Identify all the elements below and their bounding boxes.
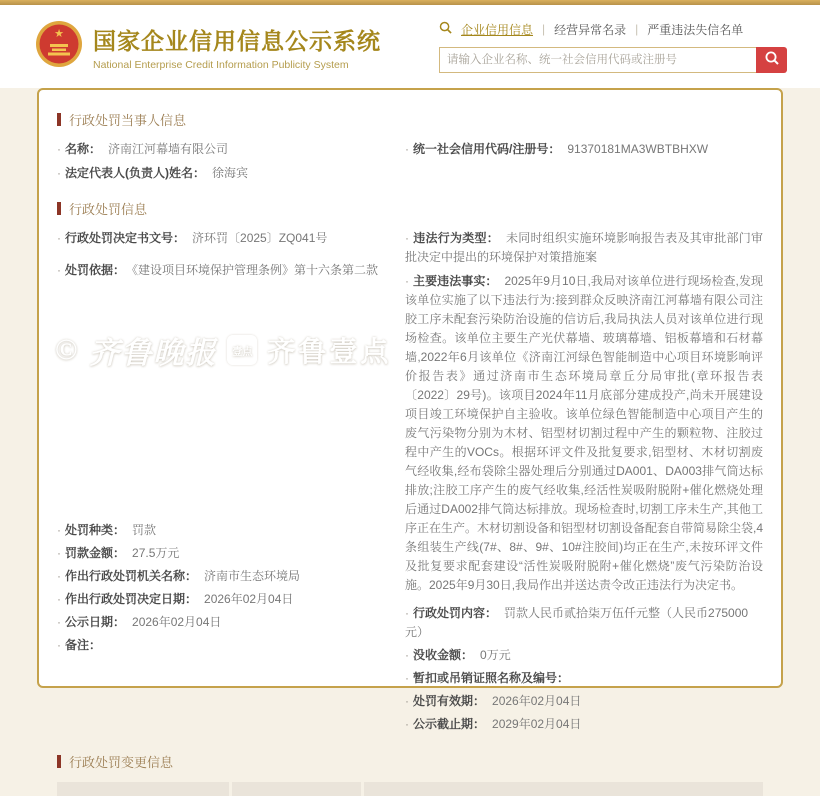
field-penalty-content [405, 604, 763, 642]
bullet: · [57, 166, 61, 180]
field-penalty-basis [57, 261, 405, 280]
field-label: 统一社会信用代码/注册号： [413, 142, 561, 156]
field-company-name [57, 140, 405, 159]
section-title-text: 行政处罚变更信息 [69, 755, 174, 770]
nav-divider: | [635, 22, 639, 36]
bullet: · [57, 142, 61, 156]
field-label: 备注： [65, 638, 102, 652]
bullet: · [405, 671, 409, 685]
field-penalty-type [57, 521, 405, 540]
field-value: 2025年9月10日,我局对该单位进行现场检查,发现该单位实施了以下违法行为:接到群众反映济南江河幕墙有限公司注胶工序未配套污染防治设施的信访后,我局执法人员对该单位进行现场检查。该单位主要生产光伏幕墙、玻璃幕墙、铝板幕墙和石材幕墙,2022年6月该单位《济南江河绿色智能制造中心项目环境影响评价报告表》通过济南市生态环境局章丘分局审批(章环报告表〔2022〕29号)。该项目2024年11月底部分建成投产,尚未开展建设项目竣工环境保护自主验收。该单位绿色智能制造中心项目产生的废气污染物分别为木材、铝型材切割过程中产生的颗粒物、注胶过程中产生的VOCs。根据环评文件及批复要求,铝型材、木材切割废气经收集,经布袋除尘器处理后分别通过DA001、DA003排气筒达标排放;注胶工序产生的废气经收集,经活性炭吸附脱附+催化燃烧处理后通过DA002排气筒达标排放。现场检查时,切割工序未生产,其他工序正在生产。木材切割设备和铝型材切割设备配套自带简易除尘袋,4条组装生产线(7#、8#、9#、10#注胶间)均正在生产,未按环评文件及批复要求配套建设“活性炭吸附脱附+催化燃烧”废气污染防治设施。2025年9月30日,我局作出并送达责令改正违法行为决定书。 [405, 274, 764, 592]
bullet: · [57, 592, 61, 606]
field-label: 作出行政处罚机关名称： [65, 569, 198, 583]
field-label: 法定代表人(负责人)姓名： [65, 166, 205, 180]
section-title-penalty-info [57, 199, 763, 218]
party-info-row-1 [57, 140, 763, 164]
bullet: · [405, 142, 409, 156]
bullet: · [57, 523, 61, 537]
field-value: 2026年02月04日 [204, 592, 294, 606]
table-header-cell [232, 782, 361, 796]
nav-divider: | [542, 22, 546, 36]
field-label: 处罚种类： [65, 523, 126, 537]
bullet: · [57, 615, 61, 629]
field-value: 济环罚〔2025〕ZQ041号 [192, 231, 328, 245]
section-bar-icon [57, 202, 61, 215]
field-label: 作出行政处罚决定日期： [65, 592, 198, 606]
penalty-detail-card [37, 88, 783, 770]
field-confiscation-amount [405, 646, 763, 665]
bullet: · [57, 546, 61, 560]
bullet: · [405, 694, 409, 708]
bullet: · [405, 717, 409, 731]
watermark-app-name: 齐鲁壹点 [267, 336, 392, 367]
table-header-cell [364, 782, 763, 796]
field-remark [57, 636, 405, 655]
nav-tab-serious-violation-list[interactable]: 严重违法失信名单 [647, 22, 744, 37]
field-value: 2029年02月04日 [492, 717, 582, 731]
search-icon [439, 21, 452, 37]
watermark-paper-name: 齐鲁晚报 [89, 337, 218, 370]
header-search-area [439, 21, 787, 73]
nav-tab-enterprise-credit-info[interactable]: 企业信用信息 [461, 22, 534, 37]
penalty-info-columns [57, 229, 763, 738]
field-license-revocation [405, 669, 763, 688]
field-value: 91370181MA3WBTBHXW [567, 142, 709, 156]
bullet: · [57, 569, 61, 583]
section-title-text: 行政处罚信息 [69, 202, 148, 217]
section-bar-icon [57, 113, 61, 126]
bullet: · [405, 606, 409, 620]
yidian-badge-icon: 壹点 [227, 335, 257, 365]
site-logo-home-link[interactable] [35, 20, 381, 73]
field-value: 徐海宾 [212, 166, 249, 180]
field-value: 未同时组织实施环境影响报告表及其审批部门审批决定中提出的环境保护对策措施案 [405, 231, 763, 264]
field-label: 违法行为类型： [413, 231, 499, 245]
field-credit-code [405, 140, 763, 159]
field-publicity-deadline [405, 715, 763, 734]
change-info-table-header [57, 782, 763, 796]
field-main-violation-facts [405, 272, 763, 595]
field-value: 27.5万元 [132, 546, 180, 560]
section-title-penalty-change-info [57, 752, 763, 771]
field-legal-representative [57, 164, 763, 183]
site-header [0, 5, 820, 88]
field-label: 暂扣或吊销证照名称及编号： [413, 671, 570, 685]
bullet: · [57, 263, 61, 277]
field-label: 罚款金额： [65, 546, 126, 560]
header-nav [439, 21, 787, 38]
field-decision-doc-number [57, 229, 405, 248]
field-value: 济南市生态环境局 [204, 569, 301, 583]
search-bar [439, 47, 787, 73]
field-label: 主要违法事实： [413, 274, 498, 288]
field-value: 罚款人民币贰拾柒万伍仟元整（人民币275000元） [405, 606, 749, 639]
national-emblem-logo [35, 20, 83, 73]
section-bar-icon [57, 755, 61, 768]
field-fine-amount [57, 544, 405, 563]
section-title-text: 行政处罚当事人信息 [69, 113, 187, 128]
nav-tab-abnormal-operations-list[interactable]: 经营异常名录 [554, 22, 627, 37]
left-column-spacer [57, 285, 405, 521]
field-label: 名称： [65, 142, 102, 156]
field-violation-type [405, 229, 763, 267]
field-label: 处罚依据： [65, 263, 126, 277]
table-header-cell [57, 782, 229, 796]
field-penalty-valid-until [405, 692, 763, 711]
field-penalty-authority [57, 567, 405, 586]
bullet: · [405, 274, 409, 288]
bullet: · [405, 648, 409, 662]
field-label: 没收金额： [413, 648, 474, 662]
site-title: 国家企业信用信息公示系统 [93, 27, 381, 54]
field-value: 《建设项目环境保护管理条例》第十六条第二款 [132, 263, 379, 277]
field-value: 2026年02月04日 [132, 615, 222, 629]
section-title-party-info [57, 110, 763, 129]
field-label: 行政处罚决定书文号： [65, 231, 186, 245]
field-label: 行政处罚内容： [413, 606, 498, 620]
bullet: · [57, 231, 61, 245]
site-subtitle: National Enterprise Credit Information Publicity System [93, 58, 349, 71]
bullet: · [57, 638, 61, 652]
field-label: 公示截止期： [413, 717, 486, 731]
search-button-icon [764, 50, 780, 69]
field-value: 2026年02月04日 [492, 694, 582, 708]
field-label: 公示日期： [65, 615, 126, 629]
svg-text:★: ★ [54, 28, 64, 40]
field-value: 罚款 [132, 523, 157, 537]
bullet: · [405, 231, 409, 245]
field-label: 处罚有效期： [413, 694, 486, 708]
search-button[interactable] [756, 47, 787, 73]
field-decision-date [57, 590, 405, 609]
field-value: 0万元 [480, 648, 511, 662]
field-publicity-date [57, 613, 405, 632]
watermark-copyright-icon: © [55, 333, 80, 366]
search-input[interactable] [439, 47, 756, 73]
field-value: 济南江河幕墙有限公司 [108, 142, 229, 156]
site-title-block [93, 23, 381, 71]
